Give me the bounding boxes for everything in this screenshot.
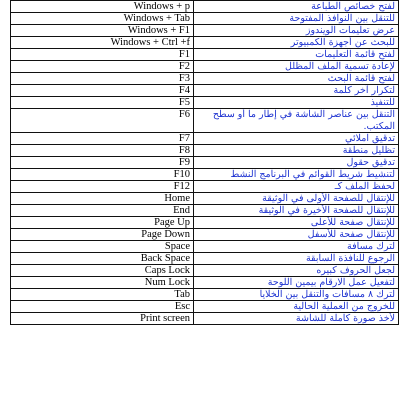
table-row bbox=[11, 181, 399, 193]
table-row bbox=[11, 265, 399, 277]
shortcut-key: F5 bbox=[11, 97, 194, 109]
table-row bbox=[11, 193, 399, 205]
shortcut-key: Esc bbox=[11, 301, 194, 313]
shortcut-key: F4 bbox=[11, 85, 194, 97]
table-row bbox=[11, 1, 399, 13]
shortcut-key: Windows + Tab bbox=[11, 13, 194, 25]
shortcut-key: Windows + Ctrl +f bbox=[11, 37, 194, 49]
shortcut-key: Tab bbox=[11, 289, 194, 301]
shortcut-description: لفتح قائمة البحث bbox=[194, 73, 399, 85]
shortcut-table-body bbox=[11, 1, 399, 325]
shortcut-key: F3 bbox=[11, 73, 194, 85]
shortcut-description: تدقيق حقول bbox=[194, 157, 399, 169]
table-row bbox=[11, 109, 399, 133]
shortcut-key: Back Space bbox=[11, 253, 194, 265]
table-row bbox=[11, 13, 399, 25]
table-row bbox=[11, 37, 399, 49]
shortcut-key: F12 bbox=[11, 181, 194, 193]
table-row bbox=[11, 97, 399, 109]
shortcut-table bbox=[10, 0, 399, 325]
shortcut-description: لحفظ الملف كـ bbox=[194, 181, 399, 193]
shortcut-key: Home bbox=[11, 193, 194, 205]
shortcut-description: لتنشيط شريط القوائم في البرنامج النشط bbox=[194, 169, 399, 181]
table-row bbox=[11, 61, 399, 73]
shortcut-description: عرض تعليمات الويندوز bbox=[194, 25, 399, 37]
table-row bbox=[11, 145, 399, 157]
table-row bbox=[11, 73, 399, 85]
shortcut-key: F1 bbox=[11, 49, 194, 61]
shortcut-description: للإنتقال صفحة للأعلى bbox=[194, 217, 399, 229]
table-row bbox=[11, 49, 399, 61]
table-row bbox=[11, 157, 399, 169]
shortcut-description: لترك ٨ مسافات والتنقل بين الخلايا bbox=[194, 289, 399, 301]
shortcut-key: Windows + p bbox=[11, 1, 194, 13]
table-row bbox=[11, 85, 399, 97]
table-row bbox=[11, 241, 399, 253]
shortcut-key: Num Lock bbox=[11, 277, 194, 289]
table-row bbox=[11, 169, 399, 181]
shortcut-description: لتكرار آخر كلمة bbox=[194, 85, 399, 97]
shortcut-description: لفتح خصائص الطباعة bbox=[194, 1, 399, 13]
table-row bbox=[11, 25, 399, 37]
shortcut-key: F7 bbox=[11, 133, 194, 145]
shortcut-description: للخروج من العملية الحالية bbox=[194, 301, 399, 313]
shortcut-description: لتفعيل عمل الارقام بيمين اللوحة bbox=[194, 277, 399, 289]
shortcut-key: F8 bbox=[11, 145, 194, 157]
shortcut-key: F10 bbox=[11, 169, 194, 181]
shortcut-description: للإنتقال للصفحة الأولى في الوثيقة bbox=[194, 193, 399, 205]
shortcut-description: للبحث عن أجهزة الكمبيوتر bbox=[194, 37, 399, 49]
shortcut-sheet bbox=[10, 0, 395, 325]
table-row bbox=[11, 217, 399, 229]
shortcut-description: الرجوع للنافذة السابقة bbox=[194, 253, 399, 265]
table-row bbox=[11, 313, 399, 325]
shortcut-description: للإنتقال للصفحة الأخيرة في الوثيقة bbox=[194, 205, 399, 217]
shortcut-key: Space bbox=[11, 241, 194, 253]
shortcut-description: للإنتقال صفحة للأسفل bbox=[194, 229, 399, 241]
shortcut-description: للتنفيذ bbox=[194, 97, 399, 109]
shortcut-description: تظليل منطقة bbox=[194, 145, 399, 157]
table-row bbox=[11, 253, 399, 265]
shortcut-description: لأخذ صورة كاملة للشاشة bbox=[194, 313, 399, 325]
shortcut-key: Page Up bbox=[11, 217, 194, 229]
shortcut-key: Page Down bbox=[11, 229, 194, 241]
shortcut-description: لفتح قائمة التعليمات bbox=[194, 49, 399, 61]
table-row bbox=[11, 277, 399, 289]
shortcut-description: لترك مسافة bbox=[194, 241, 399, 253]
shortcut-key: F9 bbox=[11, 157, 194, 169]
shortcut-key: F6 bbox=[11, 109, 194, 133]
table-row bbox=[11, 133, 399, 145]
shortcut-description: التنقل بين عناصر الشاشة في إطار ما أو سطح المكتب. bbox=[194, 109, 399, 133]
shortcut-description: تدقيق املائي bbox=[194, 133, 399, 145]
table-row bbox=[11, 289, 399, 301]
table-row bbox=[11, 205, 399, 217]
shortcut-key: Caps Lock bbox=[11, 265, 194, 277]
shortcut-key: Windows + F1 bbox=[11, 25, 194, 37]
shortcut-description: لإعادة تسمية الملف المظلل bbox=[194, 61, 399, 73]
shortcut-key: End bbox=[11, 205, 194, 217]
table-row bbox=[11, 229, 399, 241]
shortcut-key: Print screen bbox=[11, 313, 194, 325]
shortcut-key: F2 bbox=[11, 61, 194, 73]
shortcut-description: لجعل الحروف كبيره bbox=[194, 265, 399, 277]
table-row bbox=[11, 301, 399, 313]
shortcut-description: للتنقل بين النوافذ المفتوحة bbox=[194, 13, 399, 25]
